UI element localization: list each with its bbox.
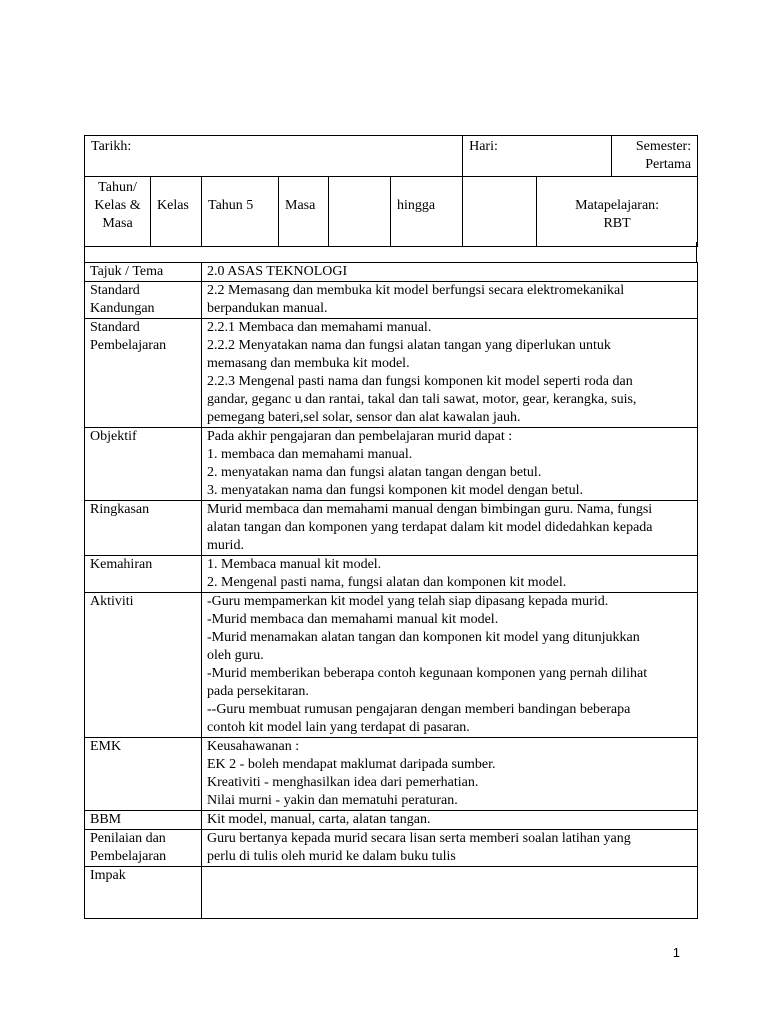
row-content-line: 2. Mengenal pasti nama, fungsi alatan dan komponen kit model.: [207, 575, 567, 590]
tarikh-cell: [85, 136, 463, 177]
semester-value: Pertama: [645, 157, 692, 172]
row-label: Objektif: [90, 429, 137, 444]
row-label-cell: [85, 811, 202, 830]
row-content-line: berpandukan manual.: [207, 301, 328, 316]
table-row: [85, 830, 698, 867]
row-content-line: 2.2.3 Mengenal pasti nama dan fungsi komponen kit model seperti roda dan: [207, 374, 633, 389]
hingga-label: hingga: [391, 177, 463, 247]
row-content-line: --Guru membuat rumusan pengajaran dengan memberi bandingan beberapa: [207, 702, 631, 717]
row-content-line: alatan tangan dan komponen yang terdapat dalam kit model didedahkan kepada: [207, 520, 653, 535]
header-spacer: [84, 242, 697, 262]
masa-label: Masa: [279, 177, 329, 247]
row-content-line: pemegang bateri,sel solar, sensor dan alat kawalan jauh.: [207, 410, 521, 425]
masa-start-cell: [329, 177, 391, 247]
table-row: [85, 811, 698, 830]
row-label: Impak: [90, 868, 126, 883]
row-label-cell: [85, 556, 202, 593]
row-content-line: oleh guru.: [207, 648, 264, 663]
row-label-cell: [85, 501, 202, 556]
row-label: Penilaian dan: [90, 831, 166, 846]
row-label: Pembelajaran: [90, 849, 167, 864]
semester-label: Semester:: [635, 139, 692, 154]
matapelajaran-value: RBT: [603, 216, 631, 231]
table-row: [85, 263, 698, 282]
row-content-line: -Murid menamakan alatan tangan dan komponen kit model yang ditunjukkan: [207, 630, 640, 645]
row-label-cell: [85, 867, 202, 919]
table-row: [85, 428, 698, 501]
row-content-cell: [202, 282, 698, 319]
semester-cell: [612, 136, 698, 177]
row-content-line: 2.0 ASAS TEKNOLOGI: [207, 264, 348, 279]
row-content-line: 3. menyatakan nama dan fungsi komponen kit model dengan betul.: [207, 483, 583, 498]
row-content-cell: [202, 501, 698, 556]
tahun-kelas-masa-cell: [85, 177, 151, 247]
matapelajaran-cell: [537, 177, 698, 247]
row-label: BBM: [90, 812, 122, 827]
row-content-line: 1. membaca dan memahami manual.: [207, 447, 413, 462]
tahun-kelas-masa-line: Tahun/: [98, 180, 137, 195]
row-label: Kemahiran: [90, 557, 153, 572]
row-content-line: 2. menyatakan nama dan fungsi alatan tangan dengan betul.: [207, 465, 542, 480]
row-label: Standard: [90, 320, 140, 335]
row-label-cell: [85, 738, 202, 811]
row-label: Aktiviti: [90, 594, 134, 609]
tahun-kelas-masa-line: Kelas &: [94, 198, 141, 213]
row-content-line: 2.2 Memasang dan membuka kit model berfungsi secara elektromekanikal: [207, 283, 625, 298]
row-content-line: EK 2 - boleh mendapat maklumat daripada sumber.: [207, 757, 496, 772]
row-label: Ringkasan: [90, 502, 150, 517]
table-row: [85, 282, 698, 319]
row-label: Kandungan: [90, 301, 155, 316]
tahun-kelas-masa-line: Masa: [102, 216, 133, 231]
row-content-line: 1. Membaca manual kit model.: [207, 557, 382, 572]
table-row: [85, 319, 698, 428]
table-row: [85, 556, 698, 593]
row-label-cell: [85, 263, 202, 282]
row-content-line: Kreativiti - menghasilkan idea dari pemerhatian.: [207, 775, 479, 790]
row-content-cell: [202, 428, 698, 501]
row-label: EMK: [90, 739, 122, 754]
row-content-line: perlu di tulis oleh murid ke dalam buku tulis: [207, 849, 456, 864]
row-content-cell: [202, 867, 698, 919]
row-content-line: murid.: [207, 538, 244, 553]
row-content-cell: [202, 811, 698, 830]
hari-cell: [463, 136, 612, 177]
row-content-line: 2.2.2 Menyatakan nama dan fungsi alatan tangan yang diperlukan untuk: [207, 338, 611, 353]
lesson-plan-table: [84, 262, 698, 919]
table-row: [85, 593, 698, 738]
kelas-value: Tahun 5: [202, 177, 279, 247]
row-label-cell: [85, 593, 202, 738]
table-row: [85, 738, 698, 811]
row-label-cell: [85, 428, 202, 501]
row-content-line: Kit model, manual, carta, alatan tangan.: [207, 812, 431, 827]
row-content-cell: [202, 830, 698, 867]
row-content-line: -Guru mempamerkan kit model yang telah siap dipasang kepada murid.: [207, 594, 609, 609]
row-content-cell: [202, 593, 698, 738]
row-content-line: Nilai murni - yakin dan mematuhi peraturan.: [207, 793, 458, 808]
row-content-line: -Murid membaca dan memahami manual kit model.: [207, 612, 499, 627]
page-number: 1: [672, 945, 680, 960]
lesson-header-table: [84, 135, 698, 247]
masa-end-cell: [463, 177, 537, 247]
row-content-line: 2.2.1 Membaca dan memahami manual.: [207, 320, 432, 335]
row-content-cell: [202, 556, 698, 593]
matapelajaran-label: Matapelajaran:: [575, 198, 660, 213]
tarikh-label: Tarikh:: [91, 139, 132, 154]
row-label: Pembelajaran: [90, 338, 167, 353]
row-content-line: memasang dan membuka kit model.: [207, 356, 410, 371]
table-row: [85, 867, 698, 919]
table-row: [85, 501, 698, 556]
row-content-line: Murid membaca dan memahami manual dengan bimbingan guru. Nama, fungsi: [207, 502, 653, 517]
row-content-line: contoh kit model lain yang terdapat di pasaran.: [207, 720, 470, 735]
kelas-label: Kelas: [151, 177, 202, 247]
row-content-cell: [202, 738, 698, 811]
row-label: Tajuk / Tema: [90, 264, 164, 279]
row-content-line: Guru bertanya kepada murid secara lisan serta memberi soalan latihan yang: [207, 831, 631, 846]
row-content-line: Pada akhir pengajaran dan pembelajaran murid dapat :: [207, 429, 513, 444]
row-label-cell: [85, 282, 202, 319]
row-label-cell: [85, 830, 202, 867]
row-label-cell: [85, 319, 202, 428]
row-content-line: -Murid memberikan beberapa contoh kegunaan komponen yang pernah dilihat: [207, 666, 648, 681]
row-content-line: Keusahawanan :: [207, 739, 300, 754]
row-content-cell: [202, 319, 698, 428]
hari-label: Hari:: [469, 139, 498, 154]
row-content-line: pada persekitaran.: [207, 684, 309, 699]
row-content-cell: [202, 263, 698, 282]
row-label: Standard: [90, 283, 140, 298]
row-content-line: gandar, geganc u dan rantai, takal dan tali sawat, motor, gear, kerangka, suis,: [207, 392, 637, 407]
